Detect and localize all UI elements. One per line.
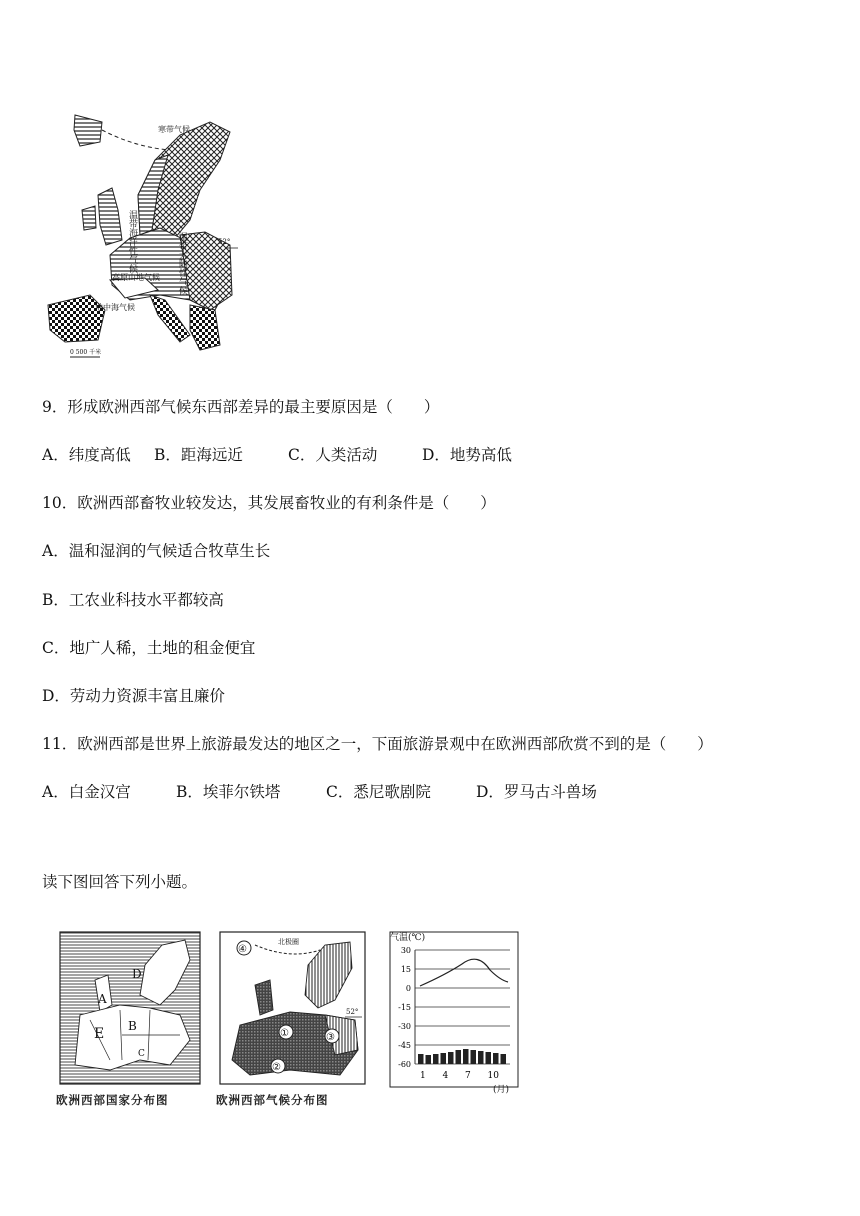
chart-precip-bar [493,1053,499,1064]
label-maritime-climate: 温带海洋性气候 [127,210,137,273]
country-letter-c: C [138,1049,145,1059]
countries-continent [75,1005,190,1070]
chart-ytick-label: 0 [405,984,411,993]
climate-map-caption: 欧洲西部气候分布图 [216,1093,329,1107]
climate-mark-4-text: ④ [238,944,247,955]
chart-xtick-label: 10 [487,1071,499,1081]
chart-xtick-label: 7 [465,1071,471,1081]
label-alpine-climate: 高原山地气候 [112,273,160,282]
q10-option-d[interactable]: D．劳动力资源丰富且廉价 [42,687,225,705]
label-continental-climate: 温带大陆性气候 [177,232,187,295]
q11-options [42,782,597,802]
chart-precip-bar [426,1055,432,1064]
chart-precip-bar [478,1051,484,1064]
q11-option-b[interactable]: B．埃菲尔铁塔 [176,783,281,801]
country-letter-b: B [128,1019,137,1033]
q9-option-b[interactable]: B．距海远近 [154,446,243,464]
ireland-shape [82,206,96,230]
chart-ytick-label: -45 [398,1041,411,1050]
chart-xtick-label: 4 [442,1071,449,1081]
q10-stem: 10．欧洲西部畜牧业较发达，其发展畜牧业的有利条件是（ ） [42,494,496,512]
chart-precip-bar [486,1052,492,1064]
label-scale: 0 500 千米 [70,349,102,356]
q9-option-c[interactable]: C．人类活动 [288,446,378,464]
q11-option-d[interactable]: D．罗马古斗兽场 [476,783,597,801]
chart-precip-bar [456,1050,462,1064]
label-mediterranean-climate: 地中海气候 [95,303,135,312]
chart-precip-bar [418,1054,424,1064]
chart-ylabel: 气温(℃) [390,933,426,943]
figure-2-panels [50,920,530,1112]
chart-ytick-label: -15 [398,1003,411,1012]
intro-text: 读下图回答下列小题。 [42,873,198,891]
chart-precip-bar [433,1054,439,1064]
country-letter-a: A [98,992,107,1006]
climate-chart-panel [390,931,518,1095]
q11-option-a[interactable]: A．白金汉宫 [42,783,131,801]
chart-precip-bar [463,1049,469,1064]
climate-lat-label: 52° [346,1008,359,1016]
chart-ytick-label: -60 [398,1060,411,1069]
balkan-shape [190,305,220,350]
greenland-shape [74,115,102,146]
chart-ytick-label: -30 [398,1022,411,1031]
italy-shape [150,295,190,342]
chart-ytick-label: 30 [400,946,411,955]
q9-stem: 9．形成欧洲西部气候东西部差异的最主要原因是（ ） [42,398,440,416]
q11-stem: 11．欧洲西部是世界上旅游最发达的地区之一，下面旅游景观中在欧洲西部欣赏不到的是（ ） [42,735,713,753]
climate-mark-1-text: ① [280,1028,289,1039]
q9-option-a[interactable]: A．纬度高低 [42,446,131,464]
climate-map-panel [216,932,365,1107]
chart-precip-bar [471,1050,477,1064]
countries-map-panel [56,932,200,1107]
q9-option-d[interactable]: D．地势高低 [422,446,512,464]
chart-ytick-label: 15 [400,965,411,974]
label-cold-climate: 寒带气候 [158,125,190,134]
chart-precip-bar [448,1052,454,1064]
climate-mark-3-text: ③ [326,1032,335,1043]
chart-xtick-label: 1 [420,1071,426,1081]
label-lat-52: 52° [218,238,231,246]
country-letter-d: D [132,967,142,981]
q10-option-c[interactable]: C．地广人稀，土地的租金便宜 [42,639,256,657]
q10-option-b[interactable]: B．工农业科技水平都较高 [42,591,224,609]
q10-option-a[interactable]: A．温和湿润的气候适合牧草生长 [42,542,271,560]
chart-precip-bar [441,1053,447,1064]
q9-options [42,445,512,465]
climate-arctic-label: 北极圈 [278,938,299,946]
climate-map-figure [40,110,240,365]
chart-xunit: (月) [493,1085,510,1095]
country-letter-e: E [94,1026,105,1042]
q11-option-c[interactable]: C．悉尼歌剧院 [326,783,431,801]
britain-shape [98,188,122,245]
climate-mark-2-text: ② [272,1062,281,1073]
countries-map-caption: 欧洲西部国家分布图 [56,1093,169,1107]
chart-precip-bar [501,1054,507,1064]
